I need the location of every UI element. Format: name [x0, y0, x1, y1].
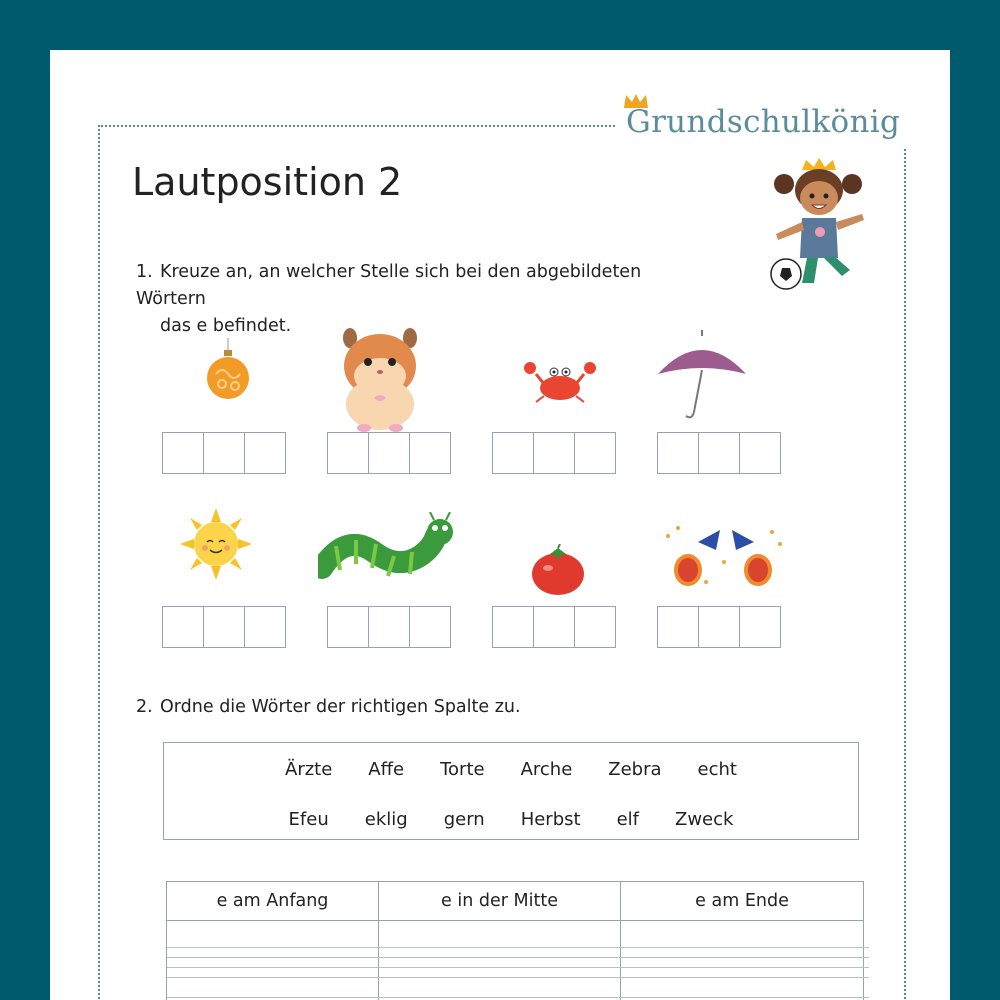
answer-box[interactable] [410, 607, 450, 647]
word[interactable]: gern [443, 809, 485, 830]
answer-box[interactable] [493, 607, 534, 647]
answer-boxes-ornament [162, 432, 286, 474]
answer-box[interactable] [328, 433, 369, 473]
answer-box[interactable] [163, 607, 204, 647]
answer-box[interactable] [740, 433, 780, 473]
task-1-line2: das e befindet. [160, 316, 292, 336]
column-header-end: e am Ende [695, 891, 789, 911]
answer-box[interactable] [410, 433, 450, 473]
column-header-middle: e in der Mitte [379, 882, 621, 920]
word[interactable]: echt [697, 759, 737, 780]
worksheet-page [50, 50, 950, 1000]
answer-box[interactable] [204, 607, 245, 647]
word-bank [163, 742, 859, 840]
answer-box[interactable] [534, 433, 575, 473]
hamster-icon [340, 326, 420, 432]
column-header-start: e am Anfang [167, 882, 379, 920]
word[interactable]: Affe [368, 759, 405, 780]
answer-box[interactable] [658, 607, 699, 647]
sorting-table [166, 881, 864, 1000]
sun-icon [180, 508, 252, 580]
word[interactable]: Zebra [608, 759, 662, 780]
table-writing-area[interactable] [167, 921, 863, 1000]
answer-boxes-masks [657, 606, 781, 648]
tomato-icon [530, 544, 586, 596]
table-header [167, 882, 863, 921]
answer-box[interactable] [575, 607, 615, 647]
answer-box[interactable] [740, 607, 780, 647]
umbrella-icon [654, 330, 750, 422]
word-bank-row-2 [164, 809, 858, 830]
task-1-number: 1. [136, 262, 153, 282]
word[interactable]: Zweck [674, 809, 734, 830]
answer-box[interactable] [369, 607, 410, 647]
word[interactable]: eklig [364, 809, 408, 830]
answer-box[interactable] [245, 607, 285, 647]
answer-box[interactable] [328, 607, 369, 647]
word[interactable]: Torte [440, 759, 485, 780]
task-2-number: 2. [136, 697, 153, 717]
word[interactable]: Ärzte [285, 759, 333, 780]
answer-box[interactable] [575, 433, 615, 473]
girl-football-icon [762, 158, 872, 293]
word-bank-row-1 [164, 759, 858, 780]
answer-boxes-tomato [492, 606, 616, 648]
answer-boxes-sun [162, 606, 286, 648]
answer-boxes-hamster [327, 432, 451, 474]
caterpillar-icon [318, 512, 456, 584]
task-2-instruction [136, 694, 521, 721]
answer-box[interactable] [204, 433, 245, 473]
crab-icon [524, 358, 596, 404]
word[interactable]: Herbst [520, 809, 581, 830]
answer-box[interactable] [699, 433, 740, 473]
answer-box[interactable] [245, 433, 285, 473]
answer-boxes-crab [492, 432, 616, 474]
ornament-icon [206, 338, 250, 404]
brand-logo: Grundschulkönig [626, 104, 901, 140]
word[interactable]: Arche [520, 759, 573, 780]
answer-boxes-caterpillar [327, 606, 451, 648]
answer-box[interactable] [163, 433, 204, 473]
word[interactable]: elf [616, 809, 639, 830]
answer-box[interactable] [658, 433, 699, 473]
page-title: Lautposition 2 [132, 160, 403, 204]
task-1-line1: Kreuze an, an welcher Stelle sich bei den abgebildeten Wörtern [136, 262, 642, 309]
carnival-masks-icon [662, 522, 786, 592]
word[interactable]: Efeu [288, 809, 329, 830]
answer-box[interactable] [699, 607, 740, 647]
answer-box[interactable] [493, 433, 534, 473]
answer-boxes-umbrella [657, 432, 781, 474]
task-2-text: Ordne die Wörter der richtigen Spalte zu. [160, 697, 521, 717]
answer-box[interactable] [369, 433, 410, 473]
answer-box[interactable] [534, 607, 575, 647]
